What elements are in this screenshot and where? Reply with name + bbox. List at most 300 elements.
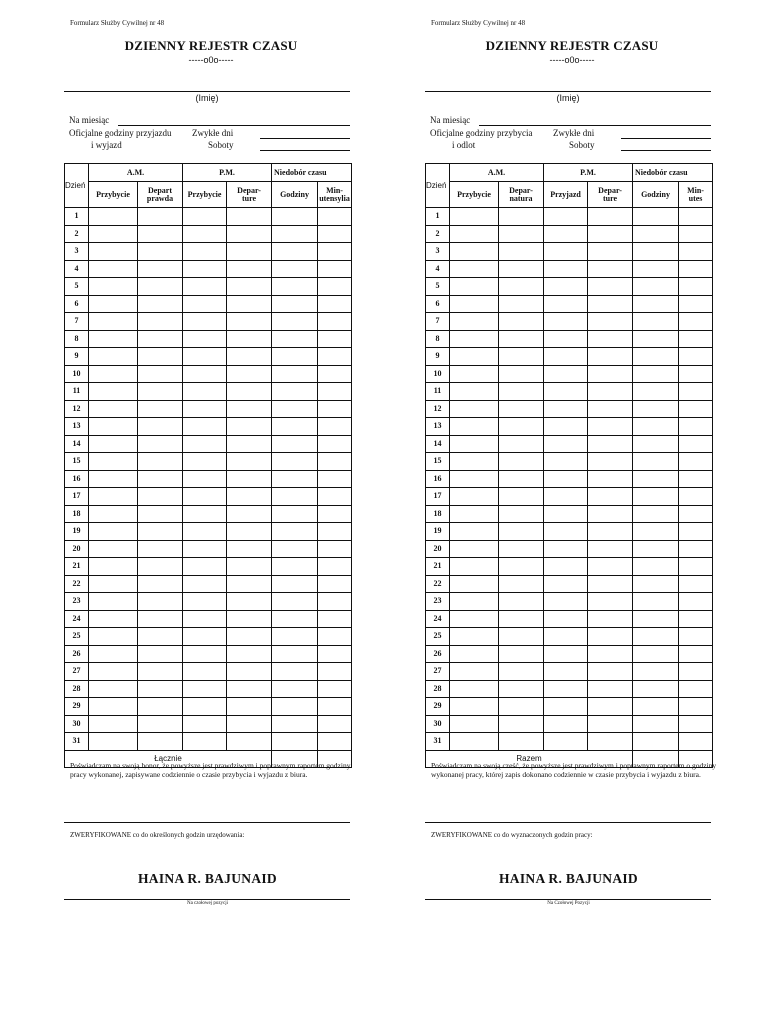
pm-departure-cell[interactable]	[227, 470, 272, 488]
am-arrival-cell[interactable]	[89, 243, 138, 261]
undertime-hours-cell[interactable]	[633, 348, 679, 366]
undertime-hours-cell[interactable]	[633, 575, 679, 593]
signature-line[interactable]	[425, 822, 711, 823]
am-departure-cell[interactable]	[138, 470, 183, 488]
am-departure-cell[interactable]	[138, 523, 183, 541]
undertime-minutes-cell[interactable]	[318, 698, 352, 716]
undertime-hours-cell[interactable]	[272, 488, 318, 506]
pm-arrival-cell[interactable]	[544, 208, 588, 226]
am-arrival-cell[interactable]	[450, 610, 499, 628]
undertime-minutes-cell[interactable]	[679, 225, 713, 243]
undertime-hours-cell[interactable]	[633, 225, 679, 243]
undertime-hours-cell[interactable]	[633, 645, 679, 663]
am-departure-cell[interactable]	[138, 575, 183, 593]
pm-departure-cell[interactable]	[227, 383, 272, 401]
undertime-minutes-cell[interactable]	[318, 593, 352, 611]
pm-arrival-cell[interactable]	[183, 260, 227, 278]
am-arrival-cell[interactable]	[89, 593, 138, 611]
pm-departure-cell[interactable]	[227, 418, 272, 436]
pm-departure-cell[interactable]	[227, 488, 272, 506]
undertime-minutes-cell[interactable]	[318, 435, 352, 453]
pm-departure-cell[interactable]	[227, 540, 272, 558]
pm-arrival-cell[interactable]	[544, 225, 588, 243]
pm-departure-cell[interactable]	[588, 505, 633, 523]
am-arrival-cell[interactable]	[89, 418, 138, 436]
undertime-hours-cell[interactable]	[633, 488, 679, 506]
pm-departure-cell[interactable]	[588, 558, 633, 576]
undertime-minutes-cell[interactable]	[679, 365, 713, 383]
name-line[interactable]	[64, 91, 350, 92]
am-arrival-cell[interactable]	[450, 313, 499, 331]
am-arrival-cell[interactable]	[450, 260, 499, 278]
am-departure-cell[interactable]	[138, 383, 183, 401]
undertime-minutes-cell[interactable]	[679, 470, 713, 488]
am-arrival-cell[interactable]	[89, 470, 138, 488]
pm-departure-cell[interactable]	[227, 313, 272, 331]
am-departure-cell[interactable]	[499, 453, 544, 471]
pm-arrival-cell[interactable]	[183, 733, 227, 751]
pm-arrival-cell[interactable]	[183, 313, 227, 331]
pm-departure-cell[interactable]	[588, 733, 633, 751]
am-arrival-cell[interactable]	[89, 348, 138, 366]
am-arrival-cell[interactable]	[89, 225, 138, 243]
pm-departure-cell[interactable]	[588, 715, 633, 733]
pm-departure-cell[interactable]	[227, 453, 272, 471]
pm-arrival-cell[interactable]	[544, 453, 588, 471]
pm-arrival-cell[interactable]	[183, 295, 227, 313]
pm-departure-cell[interactable]	[227, 663, 272, 681]
am-departure-cell[interactable]	[138, 558, 183, 576]
pm-departure-cell[interactable]	[588, 628, 633, 646]
am-departure-cell[interactable]	[499, 610, 544, 628]
undertime-minutes-cell[interactable]	[679, 715, 713, 733]
am-departure-cell[interactable]	[138, 313, 183, 331]
am-arrival-cell[interactable]	[89, 523, 138, 541]
pm-arrival-cell[interactable]	[183, 645, 227, 663]
pm-arrival-cell[interactable]	[183, 435, 227, 453]
pm-departure-cell[interactable]	[588, 225, 633, 243]
undertime-hours-cell[interactable]	[272, 348, 318, 366]
am-arrival-cell[interactable]	[450, 365, 499, 383]
pm-arrival-cell[interactable]	[544, 610, 588, 628]
undertime-minutes-cell[interactable]	[318, 278, 352, 296]
undertime-minutes-cell[interactable]	[318, 575, 352, 593]
pm-arrival-cell[interactable]	[544, 523, 588, 541]
undertime-minutes-cell[interactable]	[679, 278, 713, 296]
undertime-minutes-cell[interactable]	[318, 610, 352, 628]
pm-departure-cell[interactable]	[588, 663, 633, 681]
undertime-hours-cell[interactable]	[272, 523, 318, 541]
pm-arrival-cell[interactable]	[544, 243, 588, 261]
pm-arrival-cell[interactable]	[544, 505, 588, 523]
undertime-minutes-cell[interactable]	[679, 663, 713, 681]
pm-departure-cell[interactable]	[588, 540, 633, 558]
am-departure-cell[interactable]	[138, 698, 183, 716]
am-arrival-cell[interactable]	[89, 365, 138, 383]
month-line[interactable]	[479, 125, 711, 126]
pm-arrival-cell[interactable]	[544, 400, 588, 418]
am-departure-cell[interactable]	[138, 365, 183, 383]
pm-departure-cell[interactable]	[588, 470, 633, 488]
usual-days-line[interactable]	[260, 138, 350, 139]
undertime-minutes-cell[interactable]	[318, 313, 352, 331]
am-arrival-cell[interactable]	[450, 383, 499, 401]
pm-arrival-cell[interactable]	[183, 663, 227, 681]
am-arrival-cell[interactable]	[89, 575, 138, 593]
pm-departure-cell[interactable]	[227, 330, 272, 348]
pm-arrival-cell[interactable]	[544, 470, 588, 488]
undertime-hours-cell[interactable]	[633, 540, 679, 558]
undertime-minutes-cell[interactable]	[318, 523, 352, 541]
undertime-hours-cell[interactable]	[633, 733, 679, 751]
signature-line[interactable]	[64, 822, 350, 823]
am-arrival-cell[interactable]	[450, 733, 499, 751]
am-departure-cell[interactable]	[499, 313, 544, 331]
pm-arrival-cell[interactable]	[544, 418, 588, 436]
undertime-hours-cell[interactable]	[633, 680, 679, 698]
pm-arrival-cell[interactable]	[183, 383, 227, 401]
undertime-minutes-cell[interactable]	[679, 208, 713, 226]
pm-arrival-cell[interactable]	[544, 680, 588, 698]
undertime-hours-cell[interactable]	[272, 470, 318, 488]
undertime-hours-cell[interactable]	[272, 698, 318, 716]
pm-arrival-cell[interactable]	[544, 365, 588, 383]
undertime-hours-cell[interactable]	[633, 610, 679, 628]
pm-arrival-cell[interactable]	[183, 330, 227, 348]
pm-departure-cell[interactable]	[588, 365, 633, 383]
undertime-hours-cell[interactable]	[633, 523, 679, 541]
am-departure-cell[interactable]	[499, 628, 544, 646]
undertime-minutes-cell[interactable]	[679, 313, 713, 331]
undertime-minutes-cell[interactable]	[318, 260, 352, 278]
am-arrival-cell[interactable]	[450, 400, 499, 418]
am-arrival-cell[interactable]	[89, 313, 138, 331]
am-departure-cell[interactable]	[138, 645, 183, 663]
undertime-minutes-cell[interactable]	[679, 505, 713, 523]
undertime-hours-cell[interactable]	[272, 715, 318, 733]
undertime-minutes-cell[interactable]	[679, 628, 713, 646]
am-departure-cell[interactable]	[138, 208, 183, 226]
pm-arrival-cell[interactable]	[544, 593, 588, 611]
am-departure-cell[interactable]	[138, 505, 183, 523]
am-departure-cell[interactable]	[499, 505, 544, 523]
am-departure-cell[interactable]	[499, 680, 544, 698]
undertime-hours-cell[interactable]	[272, 313, 318, 331]
undertime-hours-cell[interactable]	[272, 610, 318, 628]
undertime-hours-cell[interactable]	[272, 330, 318, 348]
pm-arrival-cell[interactable]	[183, 208, 227, 226]
am-departure-cell[interactable]	[499, 715, 544, 733]
am-arrival-cell[interactable]	[89, 680, 138, 698]
undertime-hours-cell[interactable]	[272, 593, 318, 611]
pm-arrival-cell[interactable]	[544, 558, 588, 576]
undertime-minutes-cell[interactable]	[679, 383, 713, 401]
undertime-hours-cell[interactable]	[272, 225, 318, 243]
pm-departure-cell[interactable]	[588, 313, 633, 331]
pm-departure-cell[interactable]	[588, 243, 633, 261]
pm-departure-cell[interactable]	[588, 453, 633, 471]
pm-arrival-cell[interactable]	[544, 313, 588, 331]
undertime-minutes-cell[interactable]	[318, 540, 352, 558]
pm-arrival-cell[interactable]	[544, 645, 588, 663]
pm-arrival-cell[interactable]	[544, 663, 588, 681]
am-departure-cell[interactable]	[499, 208, 544, 226]
pm-arrival-cell[interactable]	[183, 278, 227, 296]
undertime-minutes-cell[interactable]	[318, 295, 352, 313]
pm-arrival-cell[interactable]	[183, 628, 227, 646]
am-departure-cell[interactable]	[499, 540, 544, 558]
name-line[interactable]	[425, 91, 711, 92]
pm-arrival-cell[interactable]	[544, 575, 588, 593]
am-arrival-cell[interactable]	[450, 225, 499, 243]
pm-departure-cell[interactable]	[588, 295, 633, 313]
undertime-hours-cell[interactable]	[633, 698, 679, 716]
undertime-hours-cell[interactable]	[272, 435, 318, 453]
pm-departure-cell[interactable]	[588, 400, 633, 418]
am-arrival-cell[interactable]	[89, 558, 138, 576]
undertime-minutes-cell[interactable]	[679, 558, 713, 576]
am-arrival-cell[interactable]	[89, 208, 138, 226]
undertime-hours-cell[interactable]	[272, 628, 318, 646]
pm-departure-cell[interactable]	[227, 278, 272, 296]
undertime-hours-cell[interactable]	[272, 558, 318, 576]
am-arrival-cell[interactable]	[450, 628, 499, 646]
am-arrival-cell[interactable]	[450, 453, 499, 471]
undertime-hours-cell[interactable]	[272, 645, 318, 663]
undertime-minutes-cell[interactable]	[318, 225, 352, 243]
undertime-minutes-cell[interactable]	[679, 488, 713, 506]
am-arrival-cell[interactable]	[89, 295, 138, 313]
am-arrival-cell[interactable]	[89, 488, 138, 506]
am-departure-cell[interactable]	[499, 593, 544, 611]
pm-departure-cell[interactable]	[227, 400, 272, 418]
pm-departure-cell[interactable]	[227, 558, 272, 576]
pm-arrival-cell[interactable]	[183, 453, 227, 471]
undertime-hours-cell[interactable]	[633, 383, 679, 401]
am-departure-cell[interactable]	[138, 593, 183, 611]
am-arrival-cell[interactable]	[89, 330, 138, 348]
am-departure-cell[interactable]	[138, 418, 183, 436]
undertime-minutes-cell[interactable]	[318, 663, 352, 681]
undertime-hours-cell[interactable]	[633, 418, 679, 436]
pm-departure-cell[interactable]	[227, 225, 272, 243]
am-departure-cell[interactable]	[499, 645, 544, 663]
am-departure-cell[interactable]	[499, 225, 544, 243]
am-arrival-cell[interactable]	[89, 260, 138, 278]
am-arrival-cell[interactable]	[89, 715, 138, 733]
am-departure-cell[interactable]	[499, 243, 544, 261]
undertime-minutes-cell[interactable]	[318, 243, 352, 261]
undertime-minutes-cell[interactable]	[318, 348, 352, 366]
undertime-minutes-cell[interactable]	[318, 383, 352, 401]
undertime-minutes-cell[interactable]	[679, 418, 713, 436]
pm-departure-cell[interactable]	[227, 593, 272, 611]
pm-departure-cell[interactable]	[227, 435, 272, 453]
am-departure-cell[interactable]	[499, 330, 544, 348]
am-departure-cell[interactable]	[138, 348, 183, 366]
undertime-minutes-cell[interactable]	[679, 453, 713, 471]
undertime-hours-cell[interactable]	[633, 470, 679, 488]
undertime-hours-cell[interactable]	[272, 278, 318, 296]
pm-arrival-cell[interactable]	[544, 628, 588, 646]
pm-departure-cell[interactable]	[588, 278, 633, 296]
am-departure-cell[interactable]	[499, 470, 544, 488]
pm-arrival-cell[interactable]	[183, 365, 227, 383]
am-departure-cell[interactable]	[499, 260, 544, 278]
undertime-minutes-cell[interactable]	[318, 453, 352, 471]
undertime-minutes-cell[interactable]	[318, 330, 352, 348]
pm-arrival-cell[interactable]	[183, 225, 227, 243]
pm-departure-cell[interactable]	[227, 348, 272, 366]
am-departure-cell[interactable]	[499, 295, 544, 313]
pm-departure-cell[interactable]	[227, 260, 272, 278]
am-arrival-cell[interactable]	[89, 383, 138, 401]
undertime-hours-cell[interactable]	[633, 715, 679, 733]
undertime-minutes-cell[interactable]	[679, 610, 713, 628]
am-departure-cell[interactable]	[138, 715, 183, 733]
undertime-minutes-cell[interactable]	[679, 698, 713, 716]
pm-departure-cell[interactable]	[227, 680, 272, 698]
undertime-minutes-cell[interactable]	[679, 295, 713, 313]
undertime-hours-cell[interactable]	[272, 400, 318, 418]
undertime-minutes-cell[interactable]	[679, 435, 713, 453]
am-departure-cell[interactable]	[138, 400, 183, 418]
am-departure-cell[interactable]	[138, 663, 183, 681]
undertime-minutes-cell[interactable]	[318, 365, 352, 383]
pm-departure-cell[interactable]	[227, 698, 272, 716]
am-arrival-cell[interactable]	[450, 278, 499, 296]
undertime-minutes-cell[interactable]	[679, 575, 713, 593]
am-departure-cell[interactable]	[138, 295, 183, 313]
am-departure-cell[interactable]	[499, 418, 544, 436]
pm-departure-cell[interactable]	[227, 610, 272, 628]
am-arrival-cell[interactable]	[89, 435, 138, 453]
month-line[interactable]	[118, 125, 350, 126]
pm-arrival-cell[interactable]	[544, 330, 588, 348]
saturdays-line[interactable]	[621, 150, 711, 151]
am-arrival-cell[interactable]	[450, 715, 499, 733]
am-arrival-cell[interactable]	[450, 208, 499, 226]
undertime-minutes-cell[interactable]	[679, 243, 713, 261]
am-departure-cell[interactable]	[499, 278, 544, 296]
am-arrival-cell[interactable]	[450, 698, 499, 716]
am-arrival-cell[interactable]	[89, 698, 138, 716]
am-departure-cell[interactable]	[138, 628, 183, 646]
undertime-minutes-cell[interactable]	[679, 645, 713, 663]
am-departure-cell[interactable]	[499, 558, 544, 576]
undertime-minutes-cell[interactable]	[679, 540, 713, 558]
undertime-minutes-cell[interactable]	[318, 400, 352, 418]
undertime-hours-cell[interactable]	[633, 365, 679, 383]
pm-arrival-cell[interactable]	[183, 680, 227, 698]
pm-arrival-cell[interactable]	[544, 435, 588, 453]
pm-departure-cell[interactable]	[227, 575, 272, 593]
am-arrival-cell[interactable]	[450, 435, 499, 453]
am-departure-cell[interactable]	[499, 383, 544, 401]
am-departure-cell[interactable]	[138, 488, 183, 506]
pm-arrival-cell[interactable]	[183, 418, 227, 436]
pm-departure-cell[interactable]	[227, 733, 272, 751]
am-arrival-cell[interactable]	[89, 540, 138, 558]
pm-arrival-cell[interactable]	[544, 540, 588, 558]
am-arrival-cell[interactable]	[450, 680, 499, 698]
am-arrival-cell[interactable]	[450, 243, 499, 261]
pm-departure-cell[interactable]	[227, 715, 272, 733]
undertime-minutes-cell[interactable]	[318, 680, 352, 698]
pm-departure-cell[interactable]	[588, 208, 633, 226]
undertime-minutes-cell[interactable]	[679, 733, 713, 751]
undertime-minutes-cell[interactable]	[318, 208, 352, 226]
undertime-hours-cell[interactable]	[633, 313, 679, 331]
am-arrival-cell[interactable]	[450, 593, 499, 611]
undertime-minutes-cell[interactable]	[679, 680, 713, 698]
pm-departure-cell[interactable]	[588, 348, 633, 366]
am-departure-cell[interactable]	[499, 663, 544, 681]
pm-arrival-cell[interactable]	[183, 470, 227, 488]
pm-arrival-cell[interactable]	[183, 400, 227, 418]
am-arrival-cell[interactable]	[450, 505, 499, 523]
usual-days-line[interactable]	[621, 138, 711, 139]
undertime-minutes-cell[interactable]	[318, 418, 352, 436]
am-departure-cell[interactable]	[499, 698, 544, 716]
undertime-hours-cell[interactable]	[633, 435, 679, 453]
undertime-hours-cell[interactable]	[272, 540, 318, 558]
undertime-hours-cell[interactable]	[633, 260, 679, 278]
pm-departure-cell[interactable]	[227, 628, 272, 646]
pm-departure-cell[interactable]	[588, 330, 633, 348]
am-arrival-cell[interactable]	[450, 418, 499, 436]
am-departure-cell[interactable]	[138, 680, 183, 698]
am-arrival-cell[interactable]	[89, 400, 138, 418]
undertime-hours-cell[interactable]	[633, 505, 679, 523]
am-departure-cell[interactable]	[138, 733, 183, 751]
undertime-hours-cell[interactable]	[633, 663, 679, 681]
undertime-minutes-cell[interactable]	[318, 488, 352, 506]
pm-arrival-cell[interactable]	[544, 715, 588, 733]
undertime-minutes-cell[interactable]	[318, 715, 352, 733]
pm-departure-cell[interactable]	[588, 645, 633, 663]
undertime-minutes-cell[interactable]	[318, 733, 352, 751]
pm-arrival-cell[interactable]	[183, 610, 227, 628]
am-departure-cell[interactable]	[499, 575, 544, 593]
am-departure-cell[interactable]	[499, 365, 544, 383]
pm-arrival-cell[interactable]	[183, 558, 227, 576]
pm-departure-cell[interactable]	[588, 260, 633, 278]
pm-arrival-cell[interactable]	[544, 348, 588, 366]
undertime-hours-cell[interactable]	[272, 383, 318, 401]
pm-arrival-cell[interactable]	[544, 733, 588, 751]
pm-departure-cell[interactable]	[588, 575, 633, 593]
am-arrival-cell[interactable]	[450, 523, 499, 541]
am-arrival-cell[interactable]	[89, 733, 138, 751]
am-arrival-cell[interactable]	[450, 540, 499, 558]
am-arrival-cell[interactable]	[450, 558, 499, 576]
pm-arrival-cell[interactable]	[544, 260, 588, 278]
saturdays-line[interactable]	[260, 150, 350, 151]
pm-departure-cell[interactable]	[227, 505, 272, 523]
undertime-hours-cell[interactable]	[272, 575, 318, 593]
am-arrival-cell[interactable]	[450, 488, 499, 506]
pm-departure-cell[interactable]	[227, 523, 272, 541]
am-departure-cell[interactable]	[499, 733, 544, 751]
am-departure-cell[interactable]	[138, 610, 183, 628]
undertime-hours-cell[interactable]	[272, 663, 318, 681]
undertime-hours-cell[interactable]	[272, 243, 318, 261]
pm-departure-cell[interactable]	[588, 383, 633, 401]
am-arrival-cell[interactable]	[450, 330, 499, 348]
am-arrival-cell[interactable]	[89, 453, 138, 471]
pm-departure-cell[interactable]	[588, 610, 633, 628]
